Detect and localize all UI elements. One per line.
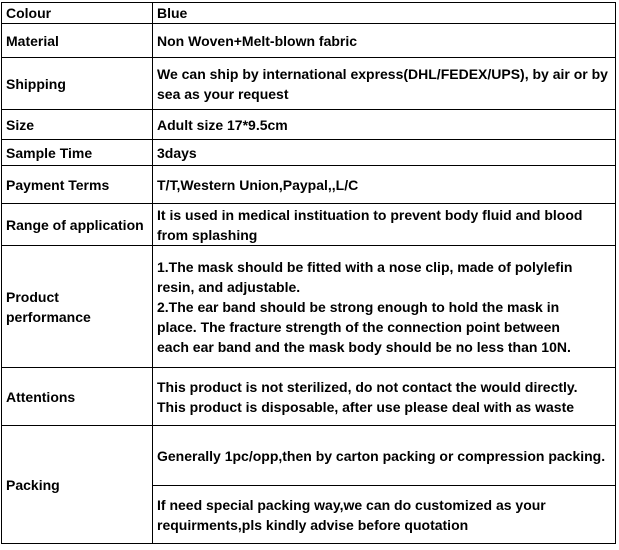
label-product-performance: Product performance xyxy=(2,246,153,368)
table-row-sample-time xyxy=(2,140,616,166)
value-sample-time: 3days xyxy=(153,140,616,166)
value-size: Adult size 17*9.5cm xyxy=(153,110,616,140)
table-row-product-performance xyxy=(2,246,616,368)
label-sample-time: Sample Time xyxy=(2,140,153,166)
label-size: Size xyxy=(2,110,153,140)
label-colour: Colour xyxy=(2,3,153,24)
value-packing-2: If need special packing way,we can do customized as your requirments,pls kindly advise before quotation xyxy=(153,486,616,544)
table-row-shipping xyxy=(2,58,616,110)
table-row-material xyxy=(2,24,616,58)
table-row-attentions xyxy=(2,368,616,426)
table-row-payment-terms xyxy=(2,166,616,204)
label-payment-terms: Payment Terms xyxy=(2,166,153,204)
table-row-size xyxy=(2,110,616,140)
label-range-of-application: Range of application xyxy=(2,204,153,246)
value-product-performance: 1.The mask should be fitted with a nose clip, made of polylefin resin, and adjustable. 2.The ear band should be strong enough to hold the mask in place. The fracture strength of the connection point between each ear band and the mask body should be no less than 10N. xyxy=(153,246,616,368)
value-attentions: This product is not sterilized, do not contact the would directly. This product is disposable, after use please deal with as waste xyxy=(153,368,616,426)
table-row-range-of-application xyxy=(2,204,616,246)
label-material: Material xyxy=(2,24,153,58)
value-packing-1: Generally 1pc/opp,then by carton packing or compression packing. xyxy=(153,426,616,486)
label-packing: Packing xyxy=(2,426,153,544)
value-shipping: We can ship by international express(DHL/FEDEX/UPS), by air or by sea as your request xyxy=(153,58,616,110)
value-payment-terms: T/T,Western Union,Paypal,,L/C xyxy=(153,166,616,204)
table-row-packing xyxy=(2,426,616,486)
value-material: Non Woven+Melt-blown fabric xyxy=(153,24,616,58)
value-range-of-application: It is used in medical instituation to prevent body fluid and blood from splashing xyxy=(153,204,616,246)
value-colour: Blue xyxy=(153,3,616,24)
table-row-colour xyxy=(2,3,616,24)
product-spec-table xyxy=(1,2,616,544)
label-attentions: Attentions xyxy=(2,368,153,426)
label-shipping: Shipping xyxy=(2,58,153,110)
